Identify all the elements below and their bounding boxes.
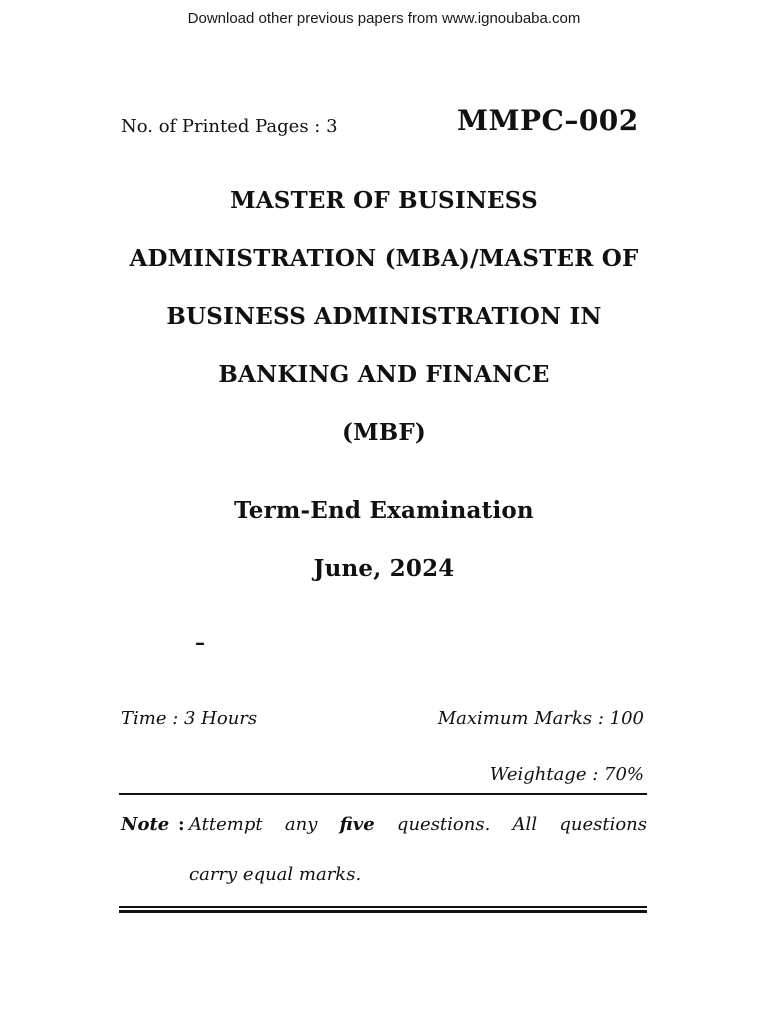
title-line-3: BUSINESS ADMINISTRATION IN xyxy=(166,303,602,330)
printed-pages-count: No. of Printed Pages : 3 xyxy=(121,116,338,137)
divider-line xyxy=(119,793,647,795)
exam-name: Term-End Examination xyxy=(234,497,534,524)
note-text-after: questions. All questions xyxy=(396,814,647,835)
note-text-before: Attempt any xyxy=(189,814,318,835)
note-continuation: carry equal marks. xyxy=(189,864,362,885)
title-line-1: MASTER OF BUSINESS xyxy=(230,187,538,214)
download-banner: Download other previous papers from www.ignoubaba.com xyxy=(187,10,581,27)
title-line-5: (MBF) xyxy=(342,419,426,446)
title-line-2: ADMINISTRATION (MBA)/MASTER OF xyxy=(129,245,639,272)
maximum-marks: Maximum Marks : 100 xyxy=(437,708,644,729)
stray-dash: – xyxy=(195,630,205,654)
exam-time: Time : 3 Hours xyxy=(121,708,258,729)
title-line-4: BANKING AND FINANCE xyxy=(218,361,550,388)
double-rule-top xyxy=(119,906,647,908)
note-text xyxy=(189,814,647,835)
double-rule-bottom xyxy=(119,910,647,913)
note-colon: : xyxy=(178,814,185,835)
weightage: Weightage : 70% xyxy=(489,764,644,785)
course-code: MMPC–002 xyxy=(457,104,639,137)
note-emphasis: five xyxy=(339,814,375,835)
note-label: Note xyxy=(121,814,170,835)
exam-session: June, 2024 xyxy=(313,555,455,582)
